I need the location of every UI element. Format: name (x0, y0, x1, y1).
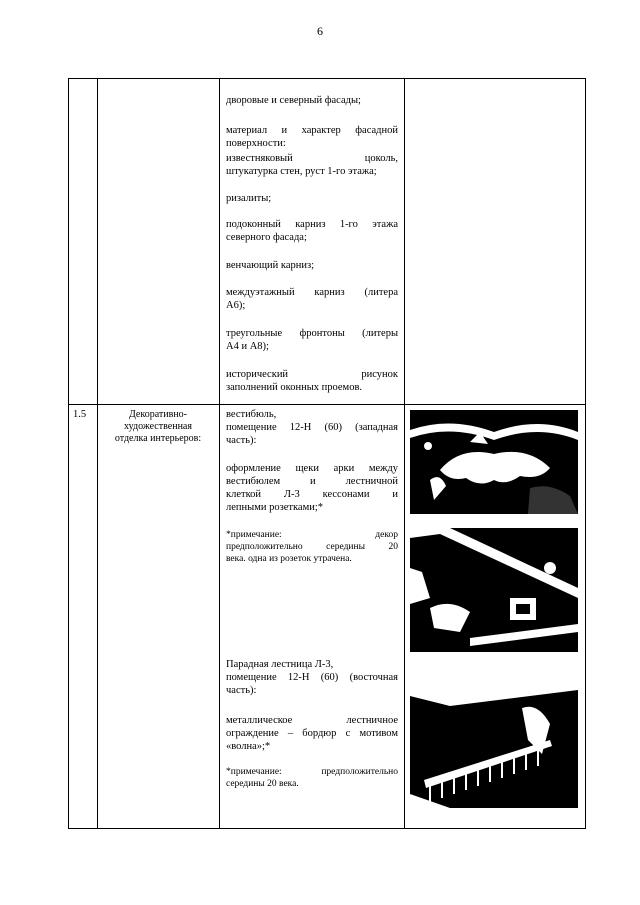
room-line: помещение 12-Н (60) (восточная (226, 672, 398, 683)
row-number: 1.5 (73, 409, 87, 420)
room-line: часть): (226, 685, 257, 696)
footnote-line: середины 20 века. (226, 779, 299, 789)
section-heading: Парадная лестница Л-3, (226, 659, 334, 670)
heritage-table (68, 78, 586, 829)
list-item: треугольные фронтоны (литеры (226, 328, 398, 339)
row-title-line: отделка интерьеров: (114, 433, 202, 444)
description-line: клеткой Л-3 кессонами и (226, 489, 398, 500)
photo-ceiling-rosettes (410, 528, 578, 652)
section-heading: вестибюль, (226, 409, 277, 420)
page-number: 6 (317, 24, 323, 38)
list-item: междуэтажный карниз (литера (226, 287, 398, 298)
photo-staircase-railing (410, 684, 578, 808)
list-item: заполнений оконных проемов. (226, 382, 363, 393)
table-border-top (68, 78, 586, 79)
room-line: часть): (226, 435, 257, 446)
footnote-line: века. одна из розеток утрачена. (226, 554, 352, 564)
list-item: венчающий карниз; (226, 260, 315, 271)
footnote-line: предположительно середины 20 (226, 542, 398, 552)
table-border-bottom (68, 828, 586, 829)
list-item: материал и характер фасадной (226, 125, 398, 136)
list-item: поверхности: (226, 138, 286, 149)
list-item: подоконный карниз 1-го этажа (226, 219, 398, 230)
description-line: оформление щеки арки между (226, 463, 398, 474)
description-line: ограждение – бордюр с мотивом (226, 728, 398, 739)
list-item: А4 и А8); (226, 341, 269, 352)
room-line: помещение 12-Н (60) (западная (226, 422, 398, 433)
list-item: известняковый цоколь, (226, 153, 398, 164)
list-item: штукатурка стен, руст 1-го этажа; (226, 166, 377, 177)
table-border-right (585, 78, 586, 829)
list-item: северного фасада; (226, 232, 307, 243)
list-item: дворовые и северный фасады; (226, 95, 361, 106)
row-title-line: художественная (124, 421, 192, 432)
row-title (102, 409, 214, 445)
table-column-divider (404, 78, 405, 829)
table-column-divider (219, 78, 220, 829)
footnote-line: *примечание: декор (226, 530, 398, 540)
footnote-line: *примечание: предположительно (226, 767, 398, 777)
table-row-divider (68, 404, 586, 405)
description-line: металлическое лестничное (226, 715, 398, 726)
list-item: А6); (226, 300, 246, 311)
description-line: вестибюлем и лестничной (226, 476, 398, 487)
description-line: лепными розетками;* (226, 502, 324, 513)
list-item: исторический рисунок (226, 369, 398, 380)
description-line: «волна»;* (226, 741, 271, 752)
photo-vestibule-arch (410, 410, 578, 514)
list-item: ризалиты; (226, 193, 272, 204)
table-border-left (68, 78, 69, 829)
row-title-line: Декоративно- (128, 409, 188, 420)
table-column-divider (97, 78, 98, 829)
